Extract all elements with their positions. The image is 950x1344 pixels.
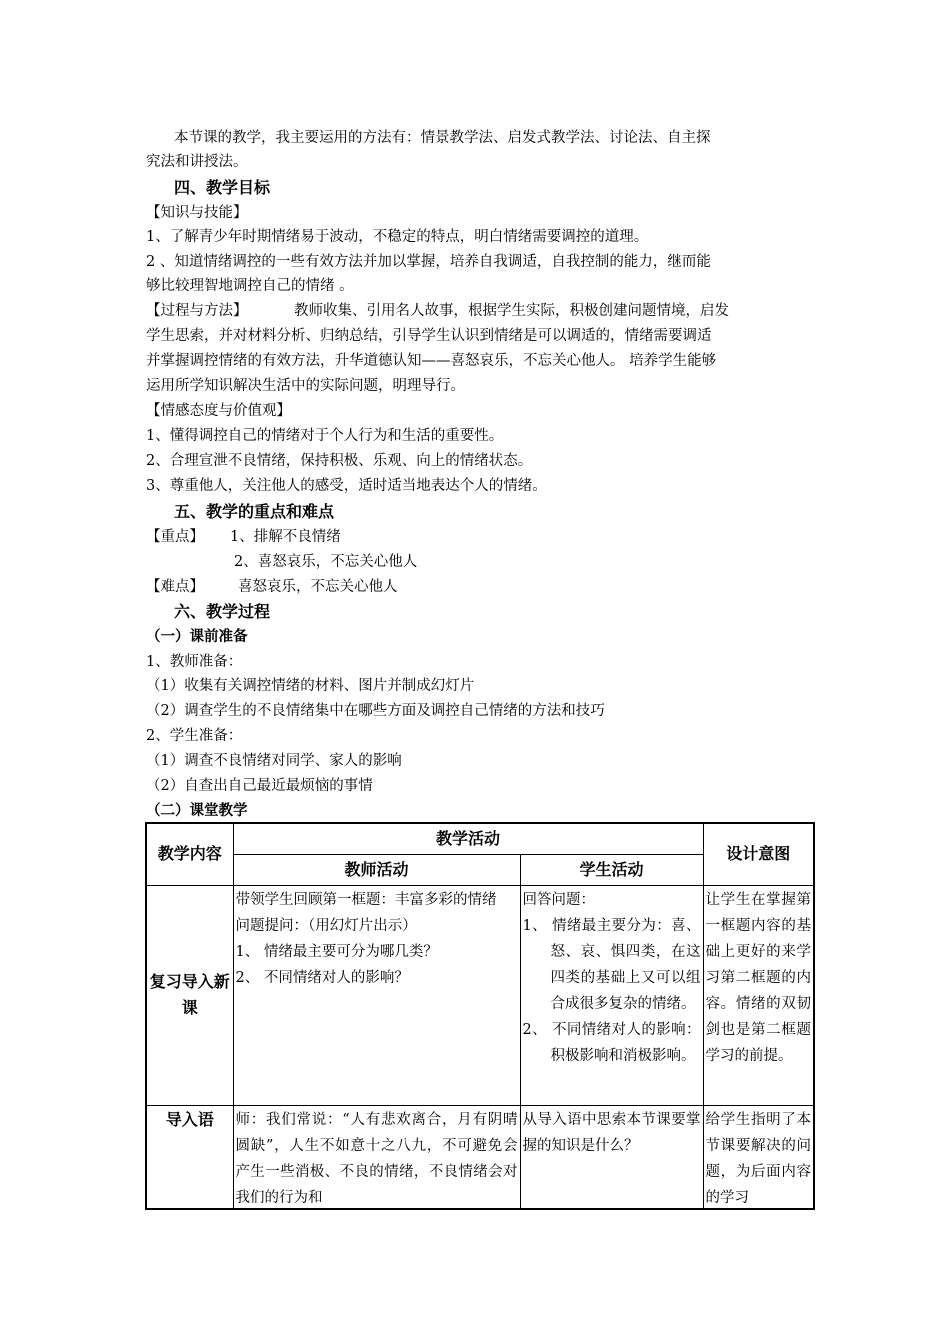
student-prep-1: （1）调查不良情绪对同学、家人的影响	[146, 753, 402, 769]
teacher-prep-2: （2）调查学生的不良情绪集中在哪些方面及调控自己情绪的方法和技巧	[146, 703, 605, 719]
row1-student-item-1: 1、 情绪最主要分为：喜、怒、哀、惧四类，在这四类的基础上又可以组合成很多复杂的情绪。	[522, 917, 701, 1012]
knowledge-item-2a: 2 、知道情绪调控的一些有效方法并加以掌握，培养自我调适，自我控制的能力，继而能	[146, 254, 711, 270]
emotion-item-2: 2、合理宣泄不良情绪，保持积极、乐观、向上的情绪状态。	[146, 453, 533, 469]
classroom-heading: （二）课堂教学	[146, 803, 248, 819]
process-line-4: 运用所学知识解决生活中的实际问题，明理导行。	[146, 378, 465, 394]
row2-student: 从导入语中思索本节课要掌握的知识是什么？	[520, 1105, 703, 1209]
hard-point-1: 喜怒哀乐，不忘关心他人	[238, 579, 398, 595]
lesson-table	[145, 822, 815, 1210]
process-line-2: 学生思索，并对材料分析、归纳总结，引导学生认识到情绪是可以调适的，情绪需要调适	[146, 328, 712, 344]
row1-student-line-0: 回答问题：	[522, 891, 595, 908]
header-content: 教学内容	[146, 823, 233, 885]
hard-points-line	[146, 575, 810, 599]
table-row	[146, 885, 814, 1105]
row1-teacher-line-2: 问题提问：（用幻灯片出示）	[235, 917, 417, 934]
intro-line-1: 本节课的教学，我主要运用的方法有：情景教学法、启发式教学法、讨论法、自主探	[174, 130, 711, 146]
row2-teacher	[233, 1105, 520, 1209]
section-6-title: 六、教学过程	[174, 602, 271, 621]
header-activity: 教学活动	[233, 823, 703, 854]
knowledge-item-1: 1、了解青少年时期情绪易于波动，不稳定的特点，明白情绪需要调控的道理。	[146, 229, 649, 245]
header-intent: 设计意图	[703, 823, 814, 885]
key-points-line-1	[146, 525, 810, 549]
student-prep-label: 2、学生准备：	[146, 728, 243, 744]
emotion-label: 【情感态度与价值观】	[146, 403, 291, 419]
process-line-3: 并掌握调控情绪的有效方法，升华道德认知——喜怒哀乐，不忘关心他人。 培养学生能够	[146, 353, 717, 369]
hard-label: 【难点】	[146, 579, 204, 595]
pre-class-heading: （一）课前准备	[146, 629, 248, 645]
row2-teacher-text: 师：我们常说：“人有悲欢离合，月有阴晴圆缺”，人生不如意十之八九，不可避免会产生一些消极、不良的情绪，不良情绪会对我们的行为和	[235, 1111, 518, 1206]
key-label: 【重点】	[146, 529, 204, 545]
intro-line-2: 究法和讲授法。	[146, 154, 248, 170]
row2-intent-text: 给学生指明了本节课要解决的问题，为后面内容的学习	[705, 1111, 812, 1206]
row2-intent	[703, 1105, 814, 1209]
knowledge-item-2b: 够比较理智地调控自己的情绪 。	[146, 278, 354, 294]
student-prep-2: （2）自查出自己最近最烦恼的事情	[146, 778, 373, 794]
table-row	[146, 1105, 814, 1209]
row1-student	[520, 885, 703, 1105]
key-point-1: 1、排解不良情绪	[230, 529, 341, 545]
row1-student-item-2: 2、 不同情绪对人的影响：积极影响和消极影响。	[522, 1021, 701, 1064]
process-line-1	[146, 299, 810, 323]
knowledge-label: 【知识与技能】	[146, 205, 248, 221]
key-point-2: 2、喜怒哀乐，不忘关心他人	[234, 554, 418, 570]
section-4-title: 四、教学目标	[174, 178, 271, 197]
teacher-prep-label: 1、教师准备：	[146, 654, 243, 670]
row2-content: 导入语	[146, 1105, 233, 1209]
row1-teacher-line-4: 2、 不同情绪对人的影响？	[235, 969, 409, 986]
row1-teacher-line-1: 带领学生回顾第一框题：丰富多彩的情绪	[235, 891, 497, 908]
emotion-item-3: 3、尊重他人，关注他人的感受，适时适当地表达个人的情绪。	[146, 478, 547, 494]
emotion-item-1: 1、懂得调控自己的情绪对于个人行为和生活的重要性。	[146, 428, 504, 444]
teacher-prep-1: （1）收集有关调控情绪的材料、图片并制成幻灯片	[146, 678, 475, 694]
row1-content: 复习导入新课	[146, 885, 233, 1105]
process-label: 【过程与方法】	[146, 303, 248, 319]
section-5-title: 五、教学的重点和难点	[174, 502, 335, 521]
process-text-1: 教师收集、引用名人故事，根据学生实际，积极创建问题情境，启发	[294, 303, 729, 319]
header-teacher: 教师活动	[233, 854, 520, 885]
row1-teacher-line-3: 1、 情绪最主要可分为哪几类？	[235, 943, 438, 960]
row1-intent: 让学生在掌握第一框题内容的基础上更好的来学习第二框题的内容。情绪的双韧剑也是第二框题学习的前提。	[703, 885, 814, 1105]
row1-teacher	[233, 885, 520, 1105]
header-student: 学生活动	[520, 854, 703, 885]
